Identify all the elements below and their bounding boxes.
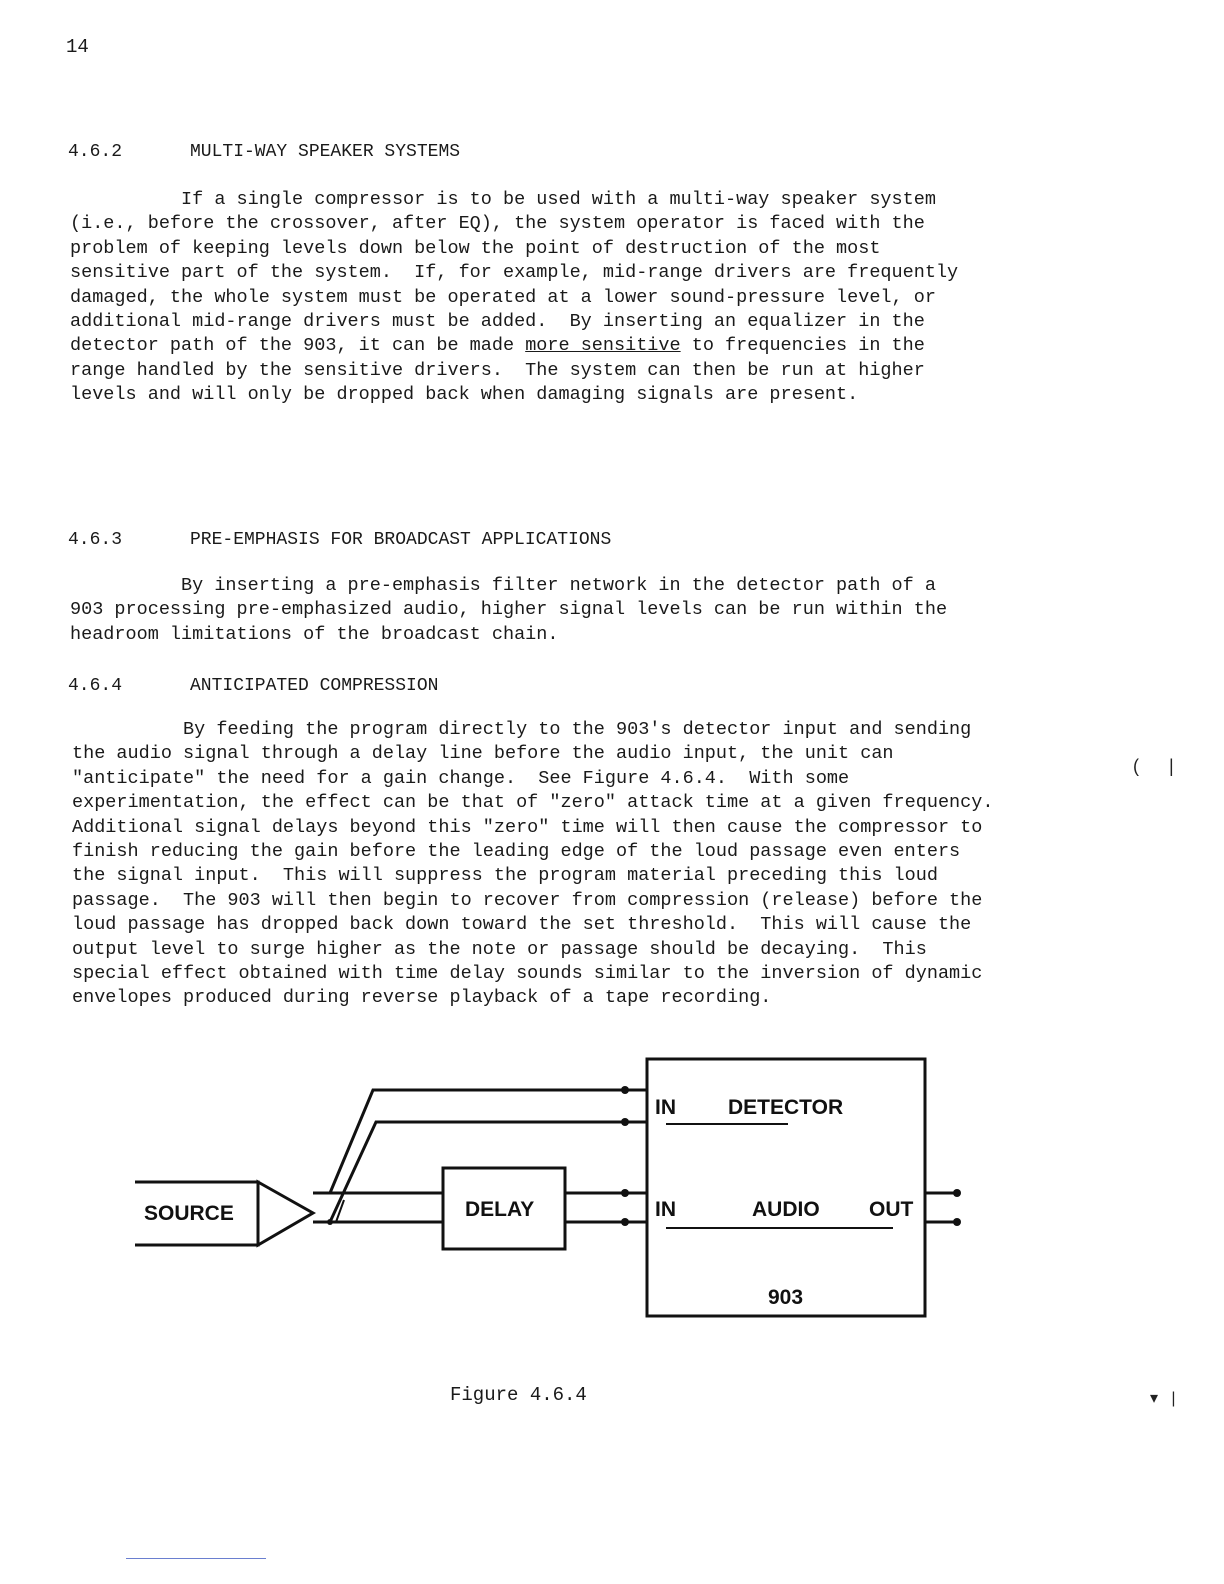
source-buffer-triangle <box>258 1182 313 1245</box>
text-line: range handled by the sensitive drivers. The system can then be run at higher <box>70 359 925 381</box>
text-line: sensitive part of the system. If, for example, mid-range drivers are frequently <box>70 262 959 284</box>
connection-dot <box>621 1218 629 1226</box>
text-line: Additional signal delays beyond this "zero" time will then cause the compressor to <box>72 816 983 838</box>
text-segment: to frequencies in the <box>680 335 925 357</box>
section-number: 4.6.2 <box>68 142 123 162</box>
text-line: envelopes produced during reverse playback of a tape recording. <box>72 987 772 1009</box>
connection-dot <box>953 1189 961 1197</box>
unit-903-label: 903 <box>768 1286 804 1309</box>
connection-dot <box>621 1118 629 1126</box>
text-line: output level to surge higher as the note or passage should be decaying. This <box>72 938 927 960</box>
figure-caption: Figure 4.6.4 <box>450 1384 587 1406</box>
text-line: headroom limitations of the broadcast chain. <box>70 623 559 645</box>
text-line: additional mid-range drivers must be added. By inserting an equalizer in the <box>70 311 925 333</box>
connection-dot <box>953 1218 961 1226</box>
text-line: special effect obtained with time delay sounds similar to the inversion of dynamic <box>72 963 983 985</box>
audio-in-label: IN <box>655 1198 676 1221</box>
text-line: passage. The 903 will then begin to recover from compression (release) before the <box>72 889 983 911</box>
scan-mark: ▾ | <box>1150 1390 1176 1407</box>
audio-out-label: OUT <box>869 1198 914 1221</box>
text-line: 903 processing pre-emphasized audio, higher signal levels can be run within the <box>70 599 948 621</box>
text-line: finish reducing the gain before the leading edge of the loud passage even enters <box>72 841 961 863</box>
section-title: PRE-EMPHASIS FOR BROADCAST APPLICATIONS <box>190 530 612 550</box>
section-number: 4.6.4 <box>68 676 123 696</box>
source-label: SOURCE <box>144 1202 234 1225</box>
text-line: "anticipate" the need for a gain change. See Figure 4.6.4. With some <box>72 767 850 789</box>
audio-label: AUDIO <box>752 1198 820 1221</box>
text-line: levels and will only be dropped back when damaging signals are present. <box>70 384 859 406</box>
section-title: ANTICIPATED COMPRESSION <box>190 676 439 696</box>
page-number: 14 <box>66 36 89 58</box>
section-number: 4.6.3 <box>68 530 123 550</box>
section-title: MULTI-WAY SPEAKER SYSTEMS <box>190 142 461 162</box>
detector-feed-line-1 <box>330 1090 625 1193</box>
text-line: experimentation, the effect can be that of "zero" attack time at a given frequency. <box>72 792 994 814</box>
text-segment: detector path of the 903, it can be made <box>70 335 526 357</box>
scan-mark: ( | <box>1133 756 1174 776</box>
text-line: If a single compressor is to be used with a multi-way speaker system <box>70 189 936 210</box>
underlined-emphasis: more sensitive <box>525 335 681 357</box>
connection-dot <box>621 1189 629 1197</box>
delay-label: DELAY <box>465 1198 535 1221</box>
detector-in-label: IN <box>655 1096 676 1119</box>
connection-dot <box>621 1086 629 1094</box>
text-line: By inserting a pre-emphasis filter network in the detector path of a <box>70 575 936 596</box>
text-line: problem of keeping levels down below the point of destruction of the most <box>70 237 881 259</box>
detector-label: DETECTOR <box>728 1096 844 1119</box>
text-line: (i.e., before the crossover, after EQ), the system operator is faced with the <box>70 213 925 235</box>
text-line: By feeding the program directly to the 903's detector input and sending <box>72 719 972 740</box>
junction-dot <box>327 1219 333 1225</box>
text-line: the audio signal through a delay line before the audio input, the unit can <box>72 743 894 765</box>
text-line: loud passage has dropped back down toward the set threshold. This will cause the <box>72 914 972 936</box>
text-line: the signal input. This will suppress the program material preceding this loud <box>72 865 938 887</box>
footer-rule <box>126 1558 266 1559</box>
text-line: damaged, the whole system must be operated at a lower sound-pressure level, or <box>70 286 936 308</box>
